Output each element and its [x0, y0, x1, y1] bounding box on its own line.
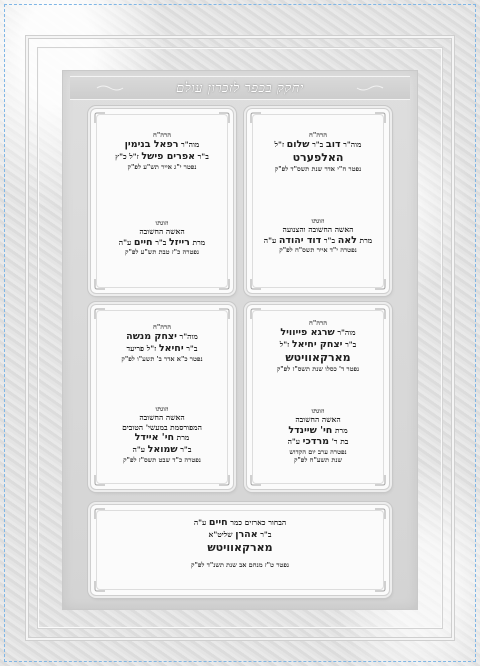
death-date: נפטר ח"י אדר שנת תשס"ד לפ"ק — [274, 164, 362, 173]
wife-section — [247, 407, 389, 465]
corner-ornament-icon — [94, 278, 106, 290]
first-name: יצחק מנשה — [126, 331, 177, 343]
husband-section — [247, 319, 389, 373]
memorial-card-yitzchak-menashe-fried — [90, 304, 234, 490]
honorific: הרה"ח — [153, 131, 171, 139]
wife-title: האשה החשובה — [139, 413, 185, 423]
name-suffix: ע"ה — [132, 444, 148, 454]
wife-praise: המפורסמת במעשי' הטובים — [122, 422, 202, 432]
father-name: שלום — [286, 139, 310, 151]
husband-section — [91, 323, 233, 363]
father-name: יצחק יחיאל — [291, 339, 343, 350]
wife-name-line — [247, 425, 389, 437]
name-prefix: מוה"ר — [340, 140, 362, 150]
wife-section — [91, 219, 233, 257]
corner-ornament-icon — [374, 474, 386, 486]
name-prefix: מרת — [356, 235, 373, 245]
first-name: חיים — [208, 517, 228, 528]
ben-rabbi: ב"ר — [183, 344, 198, 353]
honorific: הרה"ח — [309, 131, 327, 139]
father-name: שמואל — [147, 443, 178, 455]
wife-title: האשה החשובה והצנועה — [282, 225, 354, 235]
father-name: מרדכי — [302, 436, 330, 448]
corner-ornament-icon — [218, 112, 230, 124]
father-name: אהרן — [235, 528, 258, 540]
corner-ornament-icon — [94, 474, 106, 486]
wife-heading: וזוגתו — [155, 405, 169, 413]
name-suffix: שליט"א — [208, 529, 236, 539]
death-date: נפטר ט"ז מנחם אב שנת תשנ"ד לפ"ק — [191, 560, 289, 569]
father-line — [91, 151, 233, 163]
father-line — [91, 529, 389, 541]
bat-rabbi: ב"ר — [152, 237, 170, 247]
father-line — [247, 339, 389, 351]
father-name: אפרים פישל — [141, 151, 195, 162]
memorial-card-chaim-markowitz — [90, 504, 390, 596]
death-date: נפטרה כ"ד שבט תשס"ז לפ"ק — [123, 455, 201, 464]
husband-section — [91, 131, 233, 171]
corner-ornament-icon — [250, 278, 262, 290]
name-line — [91, 331, 233, 343]
name-suffix: ע"ה — [118, 237, 134, 247]
father-name: חיים — [133, 236, 153, 248]
first-name: דוב — [325, 139, 341, 151]
father-line — [91, 343, 233, 355]
ben-rabbi: ב"ר — [309, 140, 326, 150]
name-prefix: מרת — [189, 237, 206, 247]
name-prefix: הבחור כארזים כמר — [227, 518, 287, 527]
first-name: שרגא פייוויל — [280, 327, 335, 339]
father-name: יחיאל — [158, 343, 184, 354]
corner-ornament-icon — [374, 278, 386, 290]
memorial-card-dov-halpert — [246, 108, 390, 294]
name-line — [91, 517, 389, 529]
name-line — [247, 327, 389, 339]
wife-heading: וזוגתו — [311, 217, 325, 225]
surname: האלפערט — [292, 151, 344, 164]
death-date: נפטרה כ"ז טבת תש"ע לפ"ק — [124, 248, 200, 257]
first-name: רפאל בנימין — [124, 139, 179, 151]
wife-name-line — [91, 237, 233, 249]
husband-section — [247, 131, 389, 173]
wife-name-line — [247, 235, 389, 247]
father-line — [91, 444, 233, 456]
corner-ornament-icon — [374, 580, 386, 592]
father-line — [247, 436, 389, 448]
wife-section — [91, 405, 233, 464]
first-name: חי' איידל — [134, 431, 175, 443]
wife-title: האשה החשובה — [139, 227, 185, 237]
bat-rabbi: ב"ר — [177, 444, 192, 454]
name-suffix: ז"ל — [279, 340, 292, 349]
name-prefix: מרת — [332, 425, 348, 435]
name-suffix: ע"ה — [193, 518, 209, 527]
ben-rabbi: ב"ר — [195, 152, 209, 161]
wife-heading: וזוגתו — [311, 407, 325, 415]
corner-ornament-icon — [374, 112, 386, 124]
death-date-line1: נפטרה ערב יום הקדוש — [289, 448, 347, 457]
name-line — [91, 139, 233, 151]
honorific: הרה"ח — [153, 323, 171, 331]
wife-title: האשה החשובה — [295, 415, 341, 425]
death-date: נפטרה י"ד אייר תשס"ח לפ"ק — [279, 246, 357, 255]
honorific: הרה"ח — [309, 319, 327, 327]
first-name: לאה — [337, 234, 357, 246]
death-date: נפטר י"ג אייר תש"ע לפ"ק — [127, 162, 197, 171]
name-suffix: ע"ה — [287, 437, 303, 447]
ben-rabbi: ב"ר — [257, 529, 272, 539]
death-date: נפטר כ"א אדר ב' תשע"ו לפ"ק — [121, 354, 203, 363]
corner-ornament-icon — [250, 112, 262, 124]
wife-section — [247, 217, 389, 255]
bachelor-section — [91, 517, 389, 569]
name-suffix: ז"ל כ"ץ — [115, 152, 142, 161]
death-date: נפטר ד' כסלו שנת תשס"ז לפ"ק — [276, 364, 360, 373]
surname: מארקאוויטש — [285, 350, 351, 364]
corner-ornament-icon — [218, 308, 230, 320]
surname: מארקאוויטש — [207, 540, 273, 554]
father-name: דוד יהודה — [278, 234, 322, 246]
left-flourish-icon — [96, 84, 124, 92]
right-flourish-icon — [356, 84, 384, 92]
bat-rabbi: ב"ר — [321, 235, 338, 245]
name-line — [247, 139, 389, 151]
corner-ornament-icon — [218, 474, 230, 486]
name-suffix: ע"ה — [263, 235, 279, 245]
first-name: רייזל — [169, 236, 190, 248]
name-suffix: ז"ל פריעד — [126, 344, 159, 353]
name-suffix: ז"ל — [274, 140, 287, 150]
first-name: חי' שיינדל — [288, 424, 333, 436]
corner-ornament-icon — [94, 308, 106, 320]
name-prefix: מוה"ר — [334, 328, 356, 338]
name-prefix: מוה"ר — [176, 332, 198, 342]
plaque-title: יחקק בכפר לזכרון עולם — [176, 81, 304, 96]
corner-ornament-icon — [218, 278, 230, 290]
wife-name-line — [91, 432, 233, 444]
corner-ornament-icon — [250, 474, 262, 486]
wife-heading: וזוגתו — [155, 219, 169, 227]
memorial-card-refael-binyamin-katz — [90, 108, 234, 294]
ben-rabbi: ב"ר — [342, 340, 357, 349]
memorial-card-shraga-feivel-markowitz — [246, 304, 390, 490]
name-prefix: מוה"ר — [178, 140, 200, 150]
corner-ornament-icon — [94, 580, 106, 592]
death-date: שנת תשע"ח לפ"ק — [293, 456, 343, 465]
bat-rabbi: בת ר' — [329, 437, 349, 447]
name-prefix: מרת — [174, 432, 190, 442]
corner-ornament-icon — [94, 112, 106, 124]
